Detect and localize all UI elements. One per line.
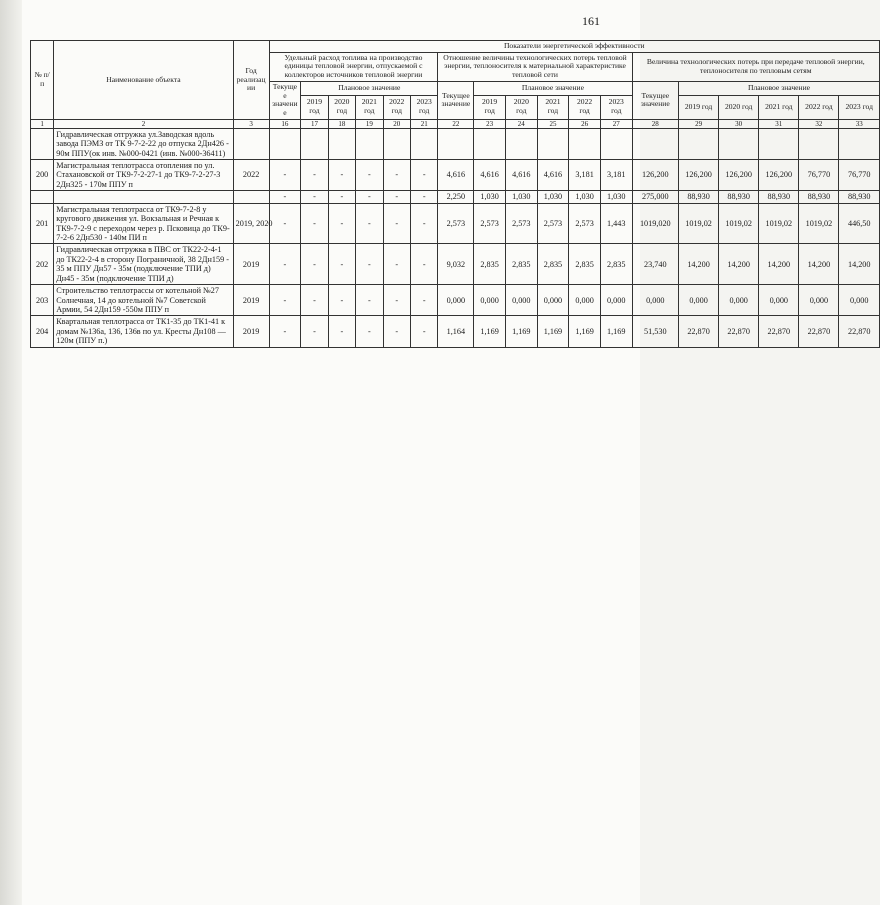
technological-loss-cell: 76,770: [839, 160, 880, 191]
header-c-year: 2021 год: [759, 95, 799, 119]
technological-loss-cell: 22,870: [839, 316, 880, 347]
fuel-rate-cell: -: [410, 285, 437, 316]
column-index-cell: 22: [438, 119, 474, 128]
fuel-rate-cell: -: [410, 160, 437, 191]
fuel-rate-cell: -: [269, 316, 301, 347]
column-index-row: [31, 119, 880, 128]
implementation-year: 2019: [233, 285, 269, 316]
header-c-year: 2019 год: [679, 95, 719, 119]
fuel-rate-cell: -: [301, 316, 328, 347]
fuel-rate-cell: -: [328, 191, 355, 203]
header-a-year: 2020 год: [328, 95, 355, 119]
fuel-rate-cell: -: [301, 285, 328, 316]
object-name: Строительство теплотрассы от котельной №27 Солнечная, 14 до котельной №7 Советской Армии, 54 2Дн159 -550м ППУ п: [54, 285, 233, 316]
loss-ratio-cell: 0,000: [537, 285, 569, 316]
technological-loss-cell: 88,930: [679, 191, 719, 203]
technological-loss-cell: 1019,020: [632, 203, 678, 244]
object-name: Гидравлическая отгружка в ПВС от ТК22-2-4-1 до ТК22-2-4 в сторону Пограничной, 38 2Дн159 - 35 м ППУ Дн57 - 35м (подключение ТПИ д) Дн45 - 35м (подключение ТПИ д): [54, 244, 233, 285]
loss-ratio-cell: 2,835: [537, 244, 569, 285]
header-a-year: 2022 год: [383, 95, 410, 119]
column-index-cell: 32: [799, 119, 839, 128]
header-b-year: 2023 год: [600, 95, 632, 119]
table-row: [31, 285, 880, 316]
column-index-cell: 26: [569, 119, 601, 128]
table-row: [31, 191, 880, 203]
loss-ratio-cell: 2,835: [474, 244, 506, 285]
table-row: [31, 160, 880, 191]
loss-ratio-cell: [537, 128, 569, 159]
technological-loss-cell: 22,870: [679, 316, 719, 347]
object-name: Магистральная теплотрасса от ТК9-7-2-8 у кругового движения ул. Вокзальная и Речная к ТК9-7-2-9 с переходом через р. Псковица до ТК9-7-2-6 2Дн530 - 140м ПИ п: [54, 203, 233, 244]
loss-ratio-cell: 2,573: [438, 203, 474, 244]
header-no: № п/п: [31, 41, 54, 120]
object-name: Гидравлическая отгружка ул.Заводская вдоль завода ПЭМЗ от ТК 9-7-2-22 до отпуска 2Дн426 - 90м ППУ(ок инв. №000-0421 (инв. №000-36411): [54, 128, 233, 159]
technological-loss-cell: [759, 128, 799, 159]
column-index-cell: 30: [719, 119, 759, 128]
header-a-year: 2019 год: [301, 95, 328, 119]
fuel-rate-cell: -: [269, 285, 301, 316]
header-b-year: 2022 год: [569, 95, 601, 119]
fuel-rate-cell: -: [410, 244, 437, 285]
fuel-rate-cell: -: [383, 160, 410, 191]
loss-ratio-cell: 1,030: [505, 191, 537, 203]
technological-loss-cell: 126,200: [759, 160, 799, 191]
loss-ratio-cell: 4,616: [505, 160, 537, 191]
fuel-rate-cell: -: [328, 285, 355, 316]
loss-ratio-cell: 2,250: [438, 191, 474, 203]
row-number: 202: [31, 244, 54, 285]
technological-loss-cell: 14,200: [839, 244, 880, 285]
loss-ratio-cell: 0,000: [600, 285, 632, 316]
fuel-rate-cell: -: [356, 203, 383, 244]
technological-loss-cell: 22,870: [799, 316, 839, 347]
loss-ratio-cell: 2,573: [569, 203, 601, 244]
fuel-rate-cell: -: [410, 316, 437, 347]
header-b-current: Текущее значение: [438, 81, 474, 119]
technological-loss-cell: 51,530: [632, 316, 678, 347]
fuel-rate-cell: -: [328, 160, 355, 191]
header-a-year: 2021 год: [356, 95, 383, 119]
fuel-rate-cell: -: [383, 203, 410, 244]
technological-loss-cell: 0,000: [839, 285, 880, 316]
technological-loss-cell: 275,000: [632, 191, 678, 203]
implementation-year: 2019, 2020: [233, 203, 269, 244]
implementation-year: [233, 191, 269, 203]
page-binding-edge: [0, 0, 22, 905]
technological-loss-cell: [679, 128, 719, 159]
row-number: [31, 128, 54, 159]
header-c-year: 2022 год: [799, 95, 839, 119]
efficiency-table: [30, 40, 880, 348]
loss-ratio-cell: [474, 128, 506, 159]
loss-ratio-cell: 2,573: [474, 203, 506, 244]
column-index-cell: 23: [474, 119, 506, 128]
fuel-rate-cell: -: [383, 316, 410, 347]
technological-loss-cell: 22,870: [759, 316, 799, 347]
column-index-cell: 20: [383, 119, 410, 128]
header-name: Наименование объекта: [54, 41, 233, 120]
fuel-rate-cell: -: [410, 203, 437, 244]
implementation-year: 2022: [233, 160, 269, 191]
technological-loss-cell: 0,000: [719, 285, 759, 316]
technological-loss-cell: [632, 128, 678, 159]
loss-ratio-cell: 1,443: [600, 203, 632, 244]
loss-ratio-cell: 4,616: [474, 160, 506, 191]
technological-loss-cell: [839, 128, 880, 159]
loss-ratio-cell: 2,573: [505, 203, 537, 244]
loss-ratio-cell: 1,030: [600, 191, 632, 203]
column-index-cell: 24: [505, 119, 537, 128]
fuel-rate-cell: -: [269, 160, 301, 191]
header-a-planned: Плановое значение: [301, 81, 438, 95]
loss-ratio-cell: [505, 128, 537, 159]
loss-ratio-cell: 0,000: [569, 285, 601, 316]
header-c-current: Текущее значение: [632, 81, 678, 119]
loss-ratio-cell: 1,030: [537, 191, 569, 203]
header-b-year: 2021 год: [537, 95, 569, 119]
header-a-current: Текущее значение: [269, 81, 301, 119]
table-row: [31, 244, 880, 285]
loss-ratio-cell: 0,000: [505, 285, 537, 316]
loss-ratio-cell: 1,169: [537, 316, 569, 347]
technological-loss-cell: 0,000: [679, 285, 719, 316]
loss-ratio-cell: 0,000: [474, 285, 506, 316]
fuel-rate-cell: -: [383, 285, 410, 316]
fuel-rate-cell: [301, 128, 328, 159]
fuel-rate-cell: -: [301, 191, 328, 203]
loss-ratio-cell: 0,000: [438, 285, 474, 316]
fuel-rate-cell: [356, 128, 383, 159]
loss-ratio-cell: 1,030: [569, 191, 601, 203]
loss-ratio-cell: 2,835: [569, 244, 601, 285]
fuel-rate-cell: -: [269, 191, 301, 203]
technological-loss-cell: 1019,02: [679, 203, 719, 244]
fuel-rate-cell: -: [328, 316, 355, 347]
loss-ratio-cell: 9,032: [438, 244, 474, 285]
technological-loss-cell: 14,200: [719, 244, 759, 285]
loss-ratio-cell: 4,616: [537, 160, 569, 191]
column-index-cell: 29: [679, 119, 719, 128]
technological-loss-cell: 0,000: [759, 285, 799, 316]
row-number: 201: [31, 203, 54, 244]
column-index-cell: 28: [632, 119, 678, 128]
header-b-planned: Плановое значение: [474, 81, 632, 95]
loss-ratio-cell: [569, 128, 601, 159]
header-b-year: 2020 год: [505, 95, 537, 119]
loss-ratio-cell: 1,169: [505, 316, 537, 347]
technological-loss-cell: 0,000: [632, 285, 678, 316]
technological-loss-cell: [799, 128, 839, 159]
technological-loss-cell: 88,930: [839, 191, 880, 203]
table-row: [31, 316, 880, 347]
implementation-year: 2019: [233, 316, 269, 347]
fuel-rate-cell: -: [301, 160, 328, 191]
column-index-cell: 19: [356, 119, 383, 128]
fuel-rate-cell: -: [356, 191, 383, 203]
row-number: 200: [31, 160, 54, 191]
fuel-rate-cell: [328, 128, 355, 159]
fuel-rate-cell: -: [356, 285, 383, 316]
loss-ratio-cell: 3,181: [600, 160, 632, 191]
loss-ratio-cell: 1,169: [569, 316, 601, 347]
technological-loss-cell: 126,200: [719, 160, 759, 191]
header-a-year: 2023 год: [410, 95, 437, 119]
column-index-cell: 16: [269, 119, 301, 128]
technological-loss-cell: 126,200: [679, 160, 719, 191]
header-c-year: 2020 год: [719, 95, 759, 119]
implementation-year: [233, 128, 269, 159]
column-index-cell: 31: [759, 119, 799, 128]
technological-loss-cell: 446,50: [839, 203, 880, 244]
technological-loss-cell: 88,930: [759, 191, 799, 203]
technological-loss-cell: 14,200: [679, 244, 719, 285]
column-index-cell: 2: [54, 119, 233, 128]
fuel-rate-cell: [383, 128, 410, 159]
column-index-cell: 1: [31, 119, 54, 128]
header-c-planned: Плановое значение: [679, 81, 880, 95]
table-container: [30, 40, 880, 640]
row-number: [31, 191, 54, 203]
loss-ratio-cell: [600, 128, 632, 159]
fuel-rate-cell: -: [383, 244, 410, 285]
column-index-cell: 27: [600, 119, 632, 128]
technological-loss-cell: 76,770: [799, 160, 839, 191]
loss-ratio-cell: 2,573: [537, 203, 569, 244]
row-number: 203: [31, 285, 54, 316]
object-name: Квартальная теплотрасса от ТК1-35 до ТК1-41 к домам №136а, 136, 136в по ул. Кресты Дн108 — 120м (ППУ п.): [54, 316, 233, 347]
header-group-a: Удельный расход топлива на производство единицы тепловой энергии, отпускаемой с коллекторов источников тепловой энергии: [269, 52, 438, 81]
fuel-rate-cell: [410, 128, 437, 159]
technological-loss-cell: [719, 128, 759, 159]
technological-loss-cell: 0,000: [799, 285, 839, 316]
fuel-rate-cell: -: [356, 244, 383, 285]
fuel-rate-cell: -: [301, 244, 328, 285]
loss-ratio-cell: 3,181: [569, 160, 601, 191]
implementation-year: 2019: [233, 244, 269, 285]
technological-loss-cell: 126,200: [632, 160, 678, 191]
loss-ratio-cell: [438, 128, 474, 159]
technological-loss-cell: 88,930: [719, 191, 759, 203]
column-index-cell: 3: [233, 119, 269, 128]
column-index-cell: 21: [410, 119, 437, 128]
technological-loss-cell: 22,870: [719, 316, 759, 347]
loss-ratio-cell: 1,169: [600, 316, 632, 347]
table-body: [31, 128, 880, 347]
fuel-rate-cell: -: [356, 316, 383, 347]
loss-ratio-cell: 1,164: [438, 316, 474, 347]
loss-ratio-cell: 2,835: [505, 244, 537, 285]
technological-loss-cell: 1019,02: [759, 203, 799, 244]
column-index-cell: 33: [839, 119, 880, 128]
header-year: Год реализации: [233, 41, 269, 120]
loss-ratio-cell: 1,030: [474, 191, 506, 203]
header-b-year: 2019 год: [474, 95, 506, 119]
header-group-b: Показатели энергетической эффективности: [269, 41, 879, 53]
fuel-rate-cell: [269, 128, 301, 159]
technological-loss-cell: 88,930: [799, 191, 839, 203]
fuel-rate-cell: -: [328, 203, 355, 244]
technological-loss-cell: 23,740: [632, 244, 678, 285]
table-row: [31, 203, 880, 244]
technological-loss-cell: 14,200: [759, 244, 799, 285]
object-name: [54, 191, 233, 203]
column-index-cell: 25: [537, 119, 569, 128]
column-index-cell: 17: [301, 119, 328, 128]
technological-loss-cell: 14,200: [799, 244, 839, 285]
loss-ratio-cell: 2,835: [600, 244, 632, 285]
object-name: Магистральная теплотрасса отопления по ул. Стахановской от ТК9-7-2-27-1 до ТК9-7-2-27-3 2Дн325 - 170м ППУ п: [54, 160, 233, 191]
page-number: 161: [582, 14, 600, 28]
header-group-b-sub: Отношение величины технологических потерь тепловой энергии, теплоносителя к материальной характеристике тепловой сети: [438, 52, 632, 81]
technological-loss-cell: 1019,02: [719, 203, 759, 244]
header-c-year: 2023 год: [839, 95, 880, 119]
row-number: 204: [31, 316, 54, 347]
technological-loss-cell: 1019,02: [799, 203, 839, 244]
fuel-rate-cell: -: [269, 244, 301, 285]
fuel-rate-cell: -: [383, 191, 410, 203]
fuel-rate-cell: -: [410, 191, 437, 203]
fuel-rate-cell: -: [328, 244, 355, 285]
loss-ratio-cell: 4,616: [438, 160, 474, 191]
fuel-rate-cell: -: [269, 203, 301, 244]
column-index-cell: 18: [328, 119, 355, 128]
loss-ratio-cell: 1,169: [474, 316, 506, 347]
fuel-rate-cell: -: [301, 203, 328, 244]
fuel-rate-cell: -: [356, 160, 383, 191]
header-group-c: Величина технологических потерь при передаче тепловой энергии, теплоносителя по тепловым сетям: [632, 52, 879, 81]
table-row: [31, 128, 880, 159]
